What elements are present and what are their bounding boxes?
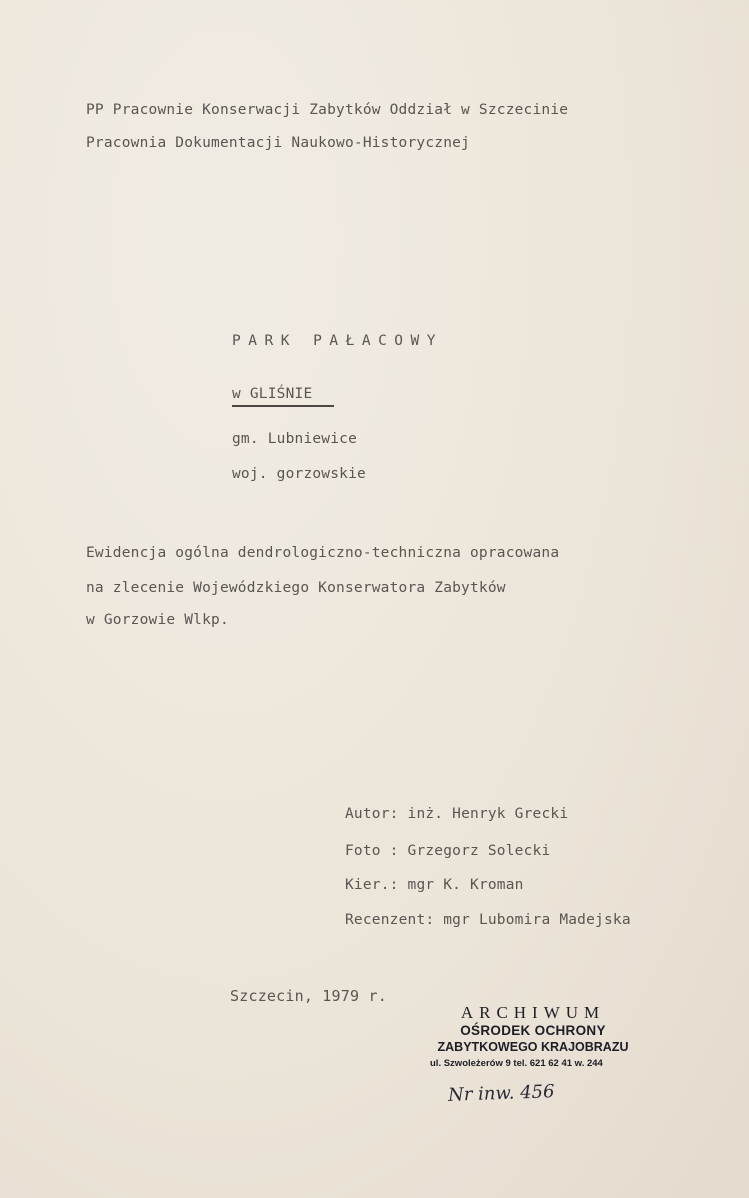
archive-stamp [418,1003,648,1069]
photo-credit: Foto : Grzegorz Solecki [345,843,551,859]
description-line-2: na zlecenie Wojewódzkiego Konserwatora Zabytków [86,580,506,596]
description-line-3: w Gorzowie Wlkp. [86,612,229,628]
handwritten-inventory-number: Nr inw. 456 [447,1081,555,1106]
voivodeship-name: woj. gorzowskie [232,466,366,482]
header-department: Pracownia Dokumentacji Naukowo-Historycznej [86,135,470,151]
stamp-org-line-2: ZABYTKOWEGO KRAJOBRAZU [437,1040,629,1054]
location-name: w GLIŚNIE [232,386,313,402]
reviewer-credit: Recenzent: mgr Lubomira Madejska [345,912,631,928]
location-underline [232,405,334,407]
description-line-1: Ewidencja ogólna dendrologiczno-techniczna opracowana [86,545,560,561]
author-credit: Autor: inż. Henryk Grecki [345,806,569,822]
stamp-org-line-1: OŚRODEK OCHRONY [460,1023,606,1038]
header-institution: PP Pracownie Konserwacji Zabytków Oddział w Szczecinie [86,102,569,118]
place-and-date: Szczecin, 1979 r. [230,987,387,1005]
document-title: PARK PAŁACOWY [232,333,443,349]
stamp-title: ARCHIWUM [460,1003,606,1022]
manager-credit: Kier.: mgr K. Kroman [345,877,524,893]
stamp-address: ul. Szwoleżerów 9 tel. 621 62 41 w. 244 [430,1058,603,1069]
commune-name: gm. Lubniewice [232,431,358,447]
